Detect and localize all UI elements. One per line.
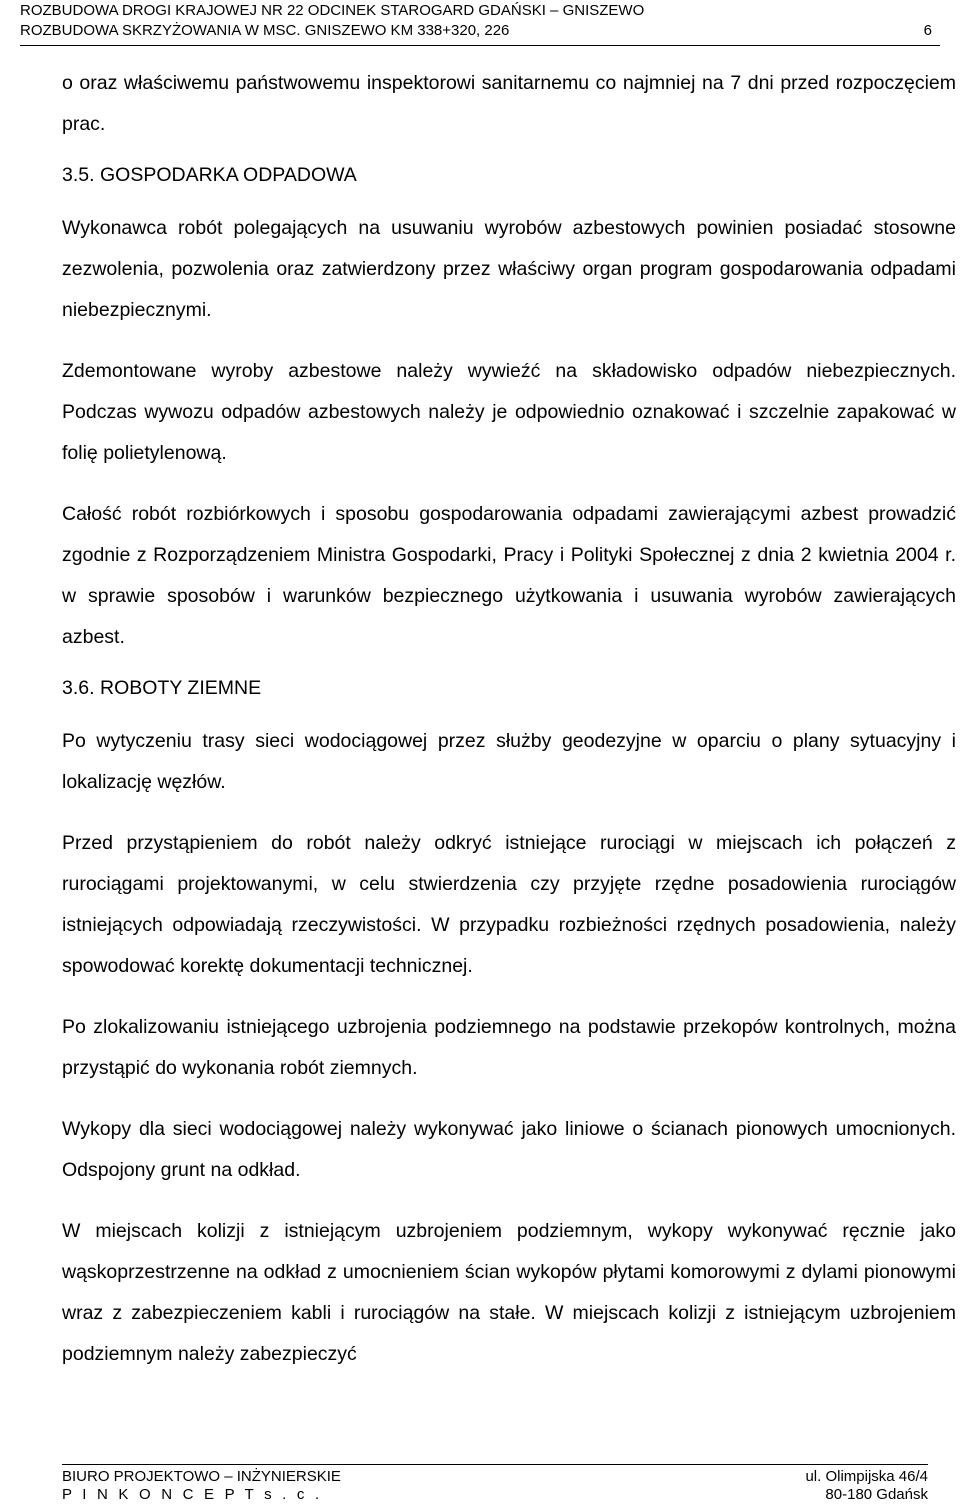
section-number: 3.5. xyxy=(62,164,95,186)
footer-street-address: ul. Olimpijska 46/4 xyxy=(805,1468,928,1485)
paragraph: Po wytyczeniu trasy sieci wodociągowej przez służby geodezyjne w oparciu o plany sytuacyjny i lokalizację węzłów. xyxy=(62,730,956,793)
paragraph: Wykonawca robót polegających na usuwaniu wyrobów azbestowych powinien posiadać stosowne zezwolenia, pozwolenia oraz zatwierdzony przez właściwy organ program gospodarowania odpadami niebezpiecznymi. xyxy=(62,217,956,321)
document-body xyxy=(62,63,956,1395)
section-heading-3-5 xyxy=(62,155,956,196)
header-title-line1: ROZBUDOWA DROGI KRAJOWEJ NR 22 ODCINEK STAROGARD GDAŃSKI – GNISZEWO xyxy=(20,2,645,19)
section-title: GOSPODARKA ODPADOWA xyxy=(100,164,357,186)
section-number: 3.6. xyxy=(62,677,95,699)
page-header xyxy=(20,0,940,46)
section-title: ROBOTY ZIEMNE xyxy=(100,677,262,699)
paragraph: W miejscach kolizji z istniejącym uzbrojeniem podziemnym, wykopy wykonywać ręcznie jako wąskoprzestrzenne na odkład z umocnieniem ścian wykopów płytami komorowymi z dylami pionowymi wraz z zabezpieczeniem kabli i rurociągów na stałe. W miejscach kolizji z istniejącym uzbrojeniem podziemnym należy zabezpieczyć xyxy=(62,1220,956,1365)
footer-postal-city: 80-180 Gdańsk xyxy=(825,1486,928,1503)
page-number: 6 xyxy=(923,22,932,39)
paragraph: Po zlokalizowaniu istniejącego uzbrojenia podziemnego na podstawie przekopów kontrolnych, można przystąpić do wykonania robót ziemnych. xyxy=(62,1016,956,1079)
section-heading-3-6 xyxy=(62,668,956,709)
intro-paragraph: o oraz właściwemu państwowemu inspektorowi sanitarnemu co najmniej na 7 dni przed rozpoczęciem prac. xyxy=(62,72,956,135)
footer-company-type: BIURO PROJEKTOWO – INŻYNIERSKIE xyxy=(62,1468,341,1485)
paragraph: Całość robót rozbiórkowych i sposobu gospodarowania odpadami zawierającymi azbest prowadzić zgodnie z Rozporządzeniem Ministra Gospodarki, Pracy i Polityki Społecznej z dnia 2 kwietnia 2004 r. w sprawie sposobów i warunków bezpiecznego użytkowania i usuwania wyrobów zawierających azbest. xyxy=(62,503,956,648)
paragraph: Zdemontowane wyroby azbestowe należy wywieźć na składowisko odpadów niebezpiecznych. Podczas wywozu odpadów azbestowych należy je odpowiednio oznakować i szczelnie zapakować w folię polietylenową. xyxy=(62,360,956,464)
paragraph: Przed przystąpieniem do robót należy odkryć istniejące rurociągi w miejscach ich połączeń z rurociągami projektowanymi, w celu stwierdzenia czy przyjęte rzędne posadowienia rurociągów istniejących odpowiadają rzeczywistości. W przypadku rozbieżności rzędnych posadowienia, należy spowodować korektę dokumentacji technicznej. xyxy=(62,832,956,977)
paragraph: Wykopy dla sieci wodociągowej należy wykonywać jako liniowe o ścianach pionowych umocnionych. Odspojony grunt na odkład. xyxy=(62,1118,956,1181)
header-title-line2: ROZBUDOWA SKRZYŻOWANIA W MSC. GNISZEWO KM 338+320, 226 xyxy=(20,22,510,39)
page-footer xyxy=(62,1464,928,1504)
footer-company-name: P I N K O N C E P T s . c . xyxy=(62,1486,323,1503)
